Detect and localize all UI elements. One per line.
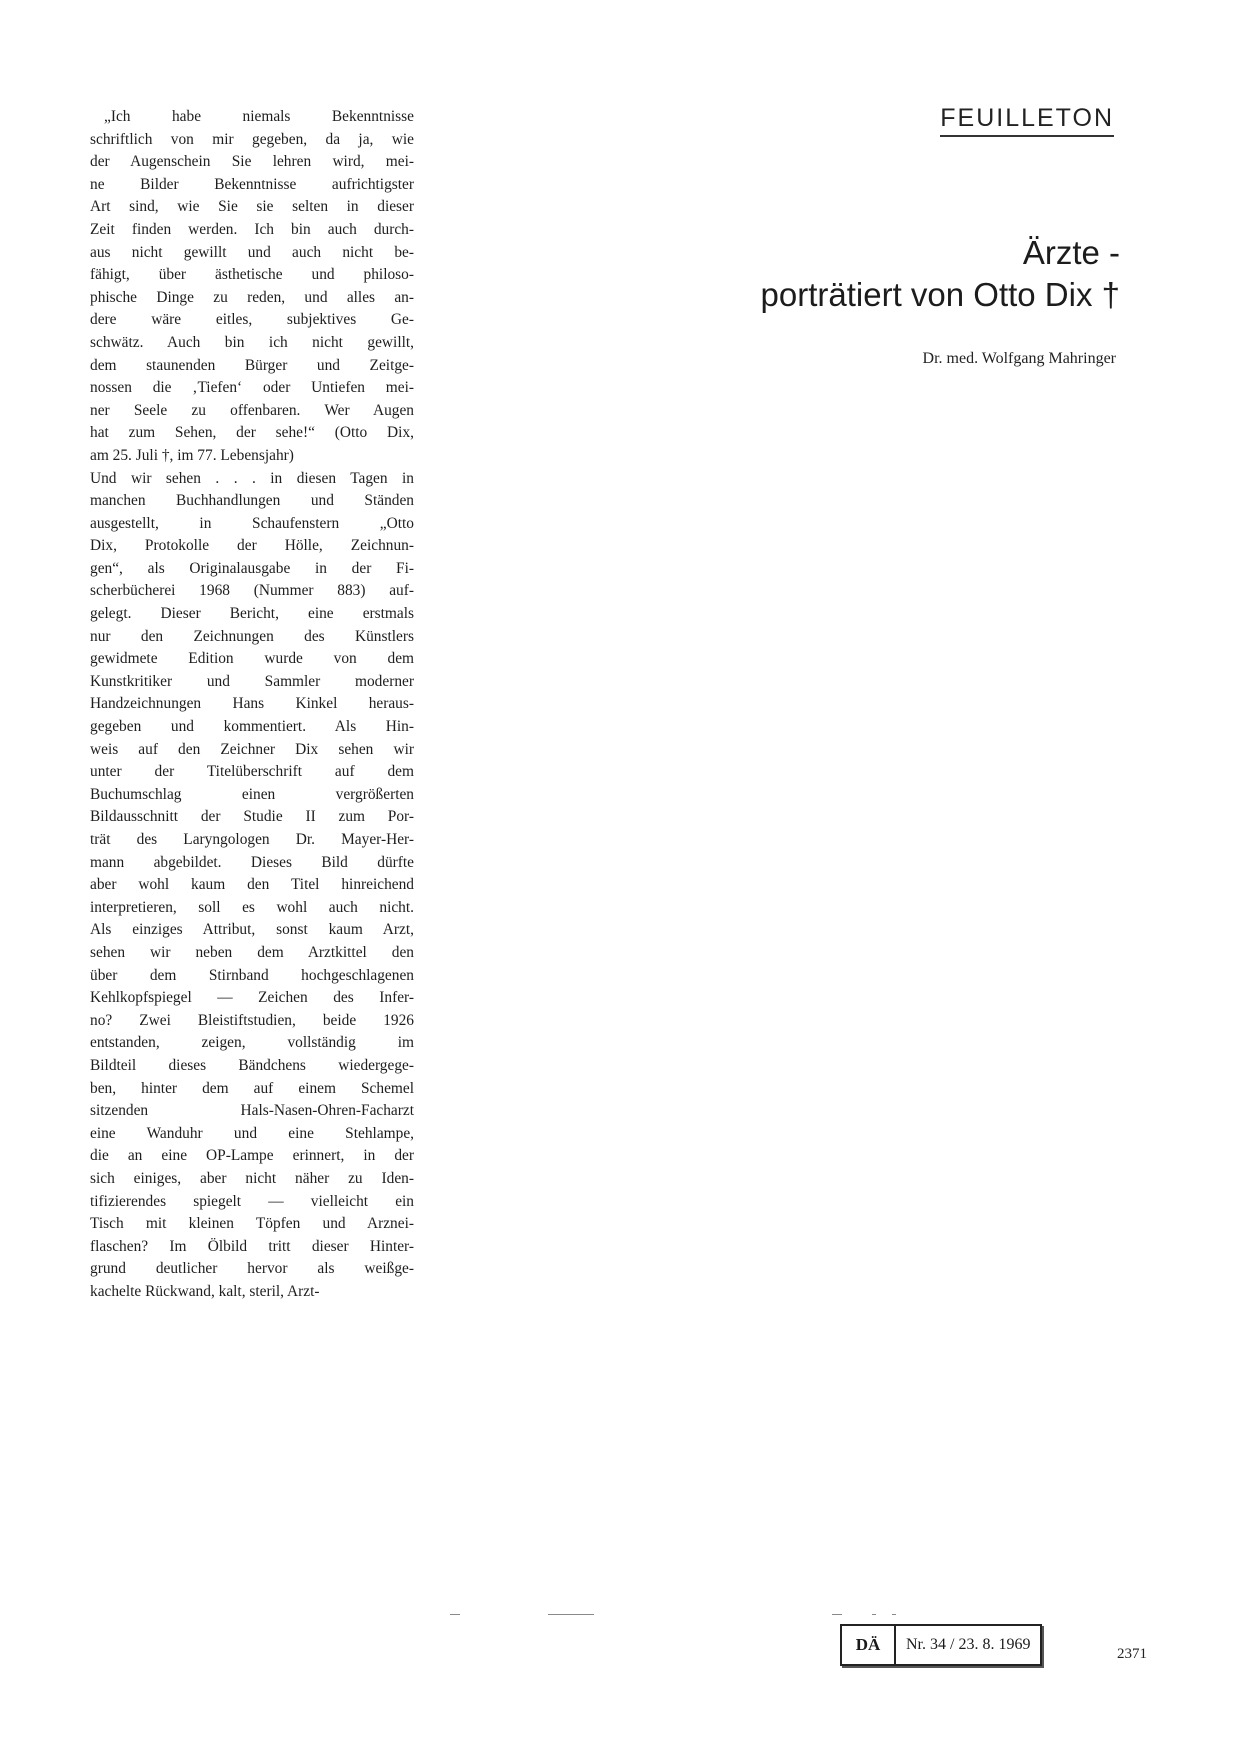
body-text-line: interpretieren, soll es wohl auch nicht. — [90, 898, 414, 916]
body-text-line: entstanden, zeigen, vollständig im — [90, 1034, 414, 1052]
body-text-line: Als einziges Attribut, sonst kaum Arzt, — [90, 921, 414, 939]
body-text-line: gegeben und kommentiert. Als Hin- — [90, 718, 414, 736]
body-text-line: ben, hinter dem auf einem Schemel — [90, 1079, 414, 1097]
body-text-line: schwätz. Auch bin ich nicht gewillt, — [90, 333, 414, 351]
journal-footer-box — [840, 1624, 1042, 1666]
body-text-line: aus nicht gewillt und auch nicht be- — [90, 243, 414, 261]
body-text-line: kachelte Rückwand, kalt, steril, Arzt- — [90, 1282, 320, 1300]
body-text-line: der Augenschein Sie lehren wird, mei- — [90, 153, 414, 171]
body-text-line: sehen wir neben dem Arztkittel den — [90, 943, 414, 961]
scan-mark — [450, 1614, 460, 1615]
body-text-line: Bildausschnitt der Studie II zum Por- — [90, 808, 414, 826]
body-text-line: mann abgebildet. Dieses Bild dürfte — [90, 853, 414, 871]
body-text-line: phische Dinge zu reden, und alles an- — [90, 288, 414, 306]
body-text-line: gewidmete Edition wurde von dem — [90, 650, 414, 668]
body-text-line: scherbücherei 1968 (Nummer 883) auf- — [90, 582, 414, 600]
body-text-line: Zeit finden werden. Ich bin auch durch- — [90, 220, 414, 238]
body-text-line: tifizierendes spiegelt — vielleicht ein — [90, 1192, 414, 1210]
body-text-line: Handzeichnungen Hans Kinkel heraus- — [90, 695, 414, 713]
author-byline: Dr. med. Wolfgang Mahringer — [922, 350, 1116, 367]
page-number: 2371 — [1117, 1646, 1147, 1662]
body-text-line: sitzenden Hals-Nasen-Ohren-Facharzt — [90, 1102, 414, 1120]
body-text-line: die an eine OP-Lampe erinnert, in der — [90, 1147, 414, 1165]
body-text-line: über dem Stirnband hochgeschlagenen — [90, 966, 414, 984]
body-text-line: hat zum Sehen, der sehe!“ (Otto Dix, — [90, 424, 414, 442]
body-text-line: Kunstkritiker und Sammler moderner — [90, 672, 414, 690]
journal-logo: DÄ — [842, 1626, 896, 1664]
body-text-line: weis auf den Zeichner Dix sehen wir — [90, 740, 414, 758]
body-text-column — [90, 106, 414, 1303]
issue-info: Nr. 34 / 23. 8. 1969 — [906, 1636, 1031, 1653]
body-text-line: ne Bilder Bekenntnisse aufrichtigster — [90, 175, 414, 193]
body-text-line: eine Wanduhr und eine Stehlampe, — [90, 1124, 414, 1142]
body-text-line: Art sind, wie Sie sie selten in dieser — [90, 198, 414, 216]
body-text-line: unter der Titelüberschrift auf dem — [90, 763, 414, 781]
body-text-line: Kehlkopfspiegel — Zeichen des Infer- — [90, 989, 414, 1007]
article-title-line-1: Ärzte - — [1022, 234, 1120, 271]
body-text-line: Bildteil dieses Bändchens wiedergege- — [90, 1056, 414, 1074]
body-text-line: ner Seele zu offenbaren. Wer Augen — [90, 401, 414, 419]
body-text-line: „Ich habe niemals Bekenntnisse — [104, 108, 414, 125]
scan-mark — [892, 1614, 896, 1615]
body-text-line: sich einiges, aber nicht näher zu Iden- — [90, 1169, 414, 1187]
scan-mark — [832, 1614, 842, 1615]
section-label: FEUILLETON — [940, 104, 1114, 137]
article-title — [761, 232, 1120, 316]
body-text-line: fähigt, über ästhetische und philoso- — [90, 266, 414, 284]
body-text-line: nur den Zeichnungen des Künstlers — [90, 627, 414, 645]
body-text-line: Dix, Protokolle der Hölle, Zeichnun- — [90, 537, 414, 555]
body-text-line: Tisch mit kleinen Töpfen und Arznei- — [90, 1215, 414, 1233]
body-text-line: nossen die ‚Tiefen‘ oder Untiefen mei- — [90, 379, 414, 397]
scan-mark — [548, 1614, 594, 1615]
body-text-line: aber wohl kaum den Titel hinreichend — [90, 876, 414, 894]
body-text-line: gelegt. Dieser Bericht, eine erstmals — [90, 605, 414, 623]
body-text-line: no? Zwei Bleistiftstudien, beide 1926 — [90, 1011, 414, 1029]
body-text-line: manchen Buchhandlungen und Ständen — [90, 492, 414, 510]
body-text-line: schriftlich von mir gegeben, da ja, wie — [90, 130, 414, 148]
body-text-line: gen“, als Originalausgabe in der Fi- — [90, 559, 414, 577]
body-text-line: dem staunenden Bürger und Zeitge- — [90, 356, 414, 374]
body-text-line: flaschen? Im Ölbild tritt dieser Hinter- — [90, 1237, 414, 1255]
scan-mark — [872, 1614, 876, 1615]
body-text-line: Und wir sehen . . . in diesen Tagen in — [90, 469, 414, 487]
body-text-line: trät des Laryngologen Dr. Mayer-Her- — [90, 831, 414, 848]
body-text-line: dere wäre eitles, subjektives Ge- — [90, 311, 414, 329]
body-text-line: grund deutlicher hervor als weißge- — [90, 1260, 414, 1278]
article-title-line-2: porträtiert von Otto Dix † — [760, 276, 1120, 313]
body-text-line: Buchumschlag einen vergrößerten — [90, 785, 414, 803]
body-text-line: am 25. Juli †, im 77. Lebensjahr) — [90, 446, 294, 464]
body-text-line: ausgestellt, in Schaufenstern „Otto — [90, 514, 414, 532]
